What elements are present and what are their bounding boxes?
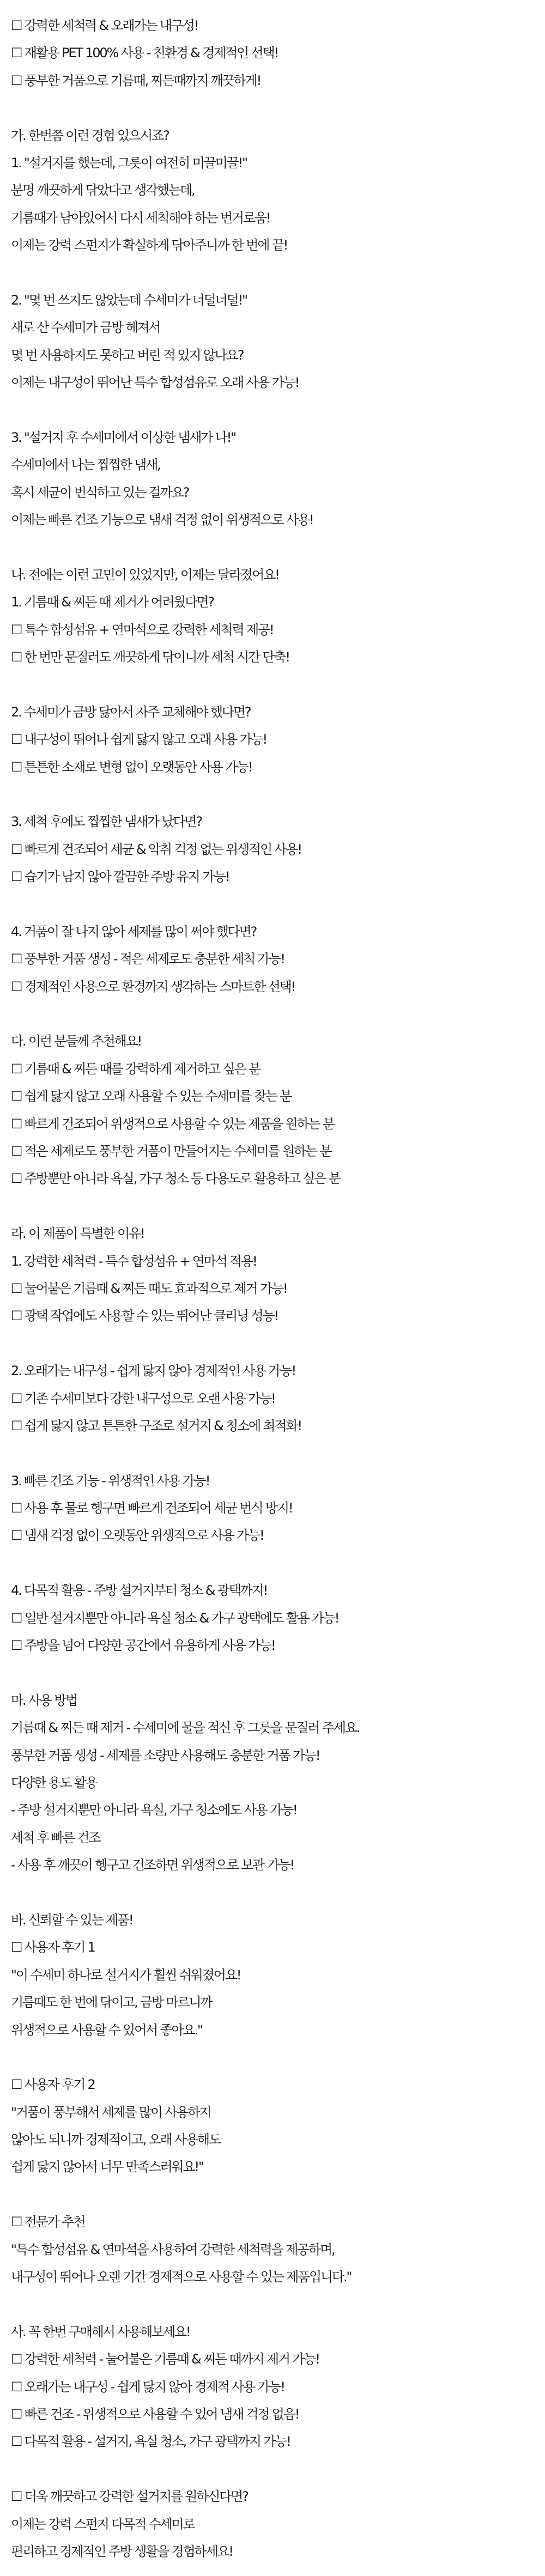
section-line: ☐ 풍부한 거품 생성 - 적은 세제로도 충분한 세척 가능!: [11, 951, 284, 967]
section-line: 이제는 빠른 건조 기능으로 냄새 걱정 없이 위생적으로 사용!: [11, 512, 313, 528]
intro-line: ☐ 재활용 PET 100% 사용 - 친환경 & 경제적인 선택!: [11, 45, 278, 61]
section-line: ☐ 사용자 후기 1: [11, 1940, 95, 1955]
section-line: 내구성이 뛰어나 오랜 기간 경제적으로 사용할 수 있는 제품입니다.": [11, 2269, 352, 2285]
intro-line: ☐ 풍부한 거품으로 기름때, 찌든때까지 깨끗하게!: [11, 72, 261, 88]
section-heading: 다. 이런 분들께 추천해요!: [11, 1034, 141, 1049]
section-line: 쉽게 닳지 않아서 너무 만족스러워요!": [11, 2159, 203, 2175]
section-da: [11, 1028, 545, 1192]
section-line: 2. 오래가는 내구성 - 쉽게 닳지 않아 경제적인 사용 가능!: [11, 1363, 295, 1379]
section-line: ☐ 적은 세제로도 풍부한 거품이 만들어지는 수세미를 원하는 분: [11, 1144, 331, 1159]
closing-line: 이제는 강력 스펀지 다목적 수세미로: [11, 2516, 195, 2532]
section-line: 2. 수세미가 금방 닳아서 자주 교체해야 했다면?: [11, 704, 251, 720]
section-line: ☐ 특수 합성섬유 + 연마석으로 강력한 세척력 제공!: [11, 622, 274, 637]
section-ga: [11, 122, 545, 534]
section-ma: [11, 1687, 545, 1879]
section-line: 분명 깨끗하게 닦았다고 생각했는데,: [11, 183, 195, 198]
section-line: ☐ 주방뿐만 아니라 욕실, 가구 청소 등 다용도로 활용하고 싶은 분: [11, 1171, 340, 1187]
section-line: "이 수세미 하나로 설거지가 훨씬 쉬워졌어요!: [11, 1967, 241, 1983]
section-line: 1. 기름때 & 찌든 때 제거가 어려웠다면?: [11, 594, 214, 610]
section-line: "거품이 풍부해서 세제를 많이 사용하지: [11, 2104, 211, 2120]
section-line: - 주방 설거지뿐만 아니라 욕실, 가구 청소에도 사용 가능!: [11, 1802, 297, 1818]
section-ra: [11, 1220, 545, 1659]
section-line: 3. 세척 후에도 찝찝한 냄새가 났다면?: [11, 814, 202, 830]
section-line: ☐ 기름때 & 찌든 때를 강력하게 제거하고 싶은 분: [11, 1061, 260, 1077]
section-line: ☐ 다목적 활용 - 설거지, 욕실 청소, 가구 광택까지 가능!: [11, 2434, 290, 2450]
section-line: 새로 산 수세미가 금방 헤져서: [11, 320, 160, 336]
section-line: 이제는 내구성이 뛰어난 특수 합성섬유로 오래 사용 가능!: [11, 375, 299, 391]
section-line: 몇 번 사용하지도 못하고 버린 적 있지 않나요?: [11, 347, 244, 363]
section-line: 4. 거품이 잘 나지 않아 세제를 많이 써야 했다면?: [11, 924, 257, 939]
section-line: ☐ 한 번만 문질러도 깨끗하게 닦이니까 세척 시간 단축!: [11, 649, 289, 665]
section-line: ☐ 오래가는 내구성 - 쉽게 닳지 않아 경제적 사용 가능!: [11, 2379, 284, 2395]
section-line: ☐ 습기가 남지 않아 깔끔한 주방 유지 가능!: [11, 869, 229, 885]
section-line: ☐ 빠르게 건조되어 세균 & 악취 걱정 없는 위생적인 사용!: [11, 841, 301, 857]
section-line: ☐ 광택 작업에도 사용할 수 있는 뛰어난 클리닝 성능!: [11, 1308, 278, 1324]
section-line: ☐ 쉽게 닳지 않고 오래 사용할 수 있는 수세미를 찾는 분: [11, 1089, 292, 1104]
section-na: [11, 561, 545, 1000]
section-line: 4. 다목적 활용 - 주방 설거지부터 청소 & 광택까지!: [11, 1583, 268, 1599]
section-line: ☐ 기존 수세미보다 강한 내구성으로 오랜 사용 가능!: [11, 1390, 275, 1406]
section-line: ☐ 강력한 세척력 - 눌어붙은 기름때 & 찌든 때까지 제거 가능!: [11, 2352, 319, 2367]
section-heading: 바. 신뢰할 수 있는 제품!: [11, 1912, 133, 1928]
section-line: ☐ 경제적인 사용으로 환경까지 생각하는 스마트한 선택!: [11, 979, 295, 994]
section-line: 기름때도 한 번에 닦이고, 금방 마르니까: [11, 1995, 212, 2010]
section-heading: 사. 꼭 한번 구매해서 사용해보세요!: [11, 2324, 190, 2340]
section-line: 1. "설거지를 했는데, 그릇이 여전히 미끌미끌!": [11, 155, 247, 171]
section-line: ☐ 사용자 후기 2: [11, 2077, 95, 2093]
section-heading: 나. 전에는 이런 고민이 있었지만, 이제는 달라졌어요!: [11, 567, 279, 582]
section-line: ☐ 빠른 건조 - 위생적으로 사용할 수 있어 냄새 걱정 없음!: [11, 2406, 299, 2422]
section-line: ☐ 주방을 넘어 다양한 공간에서 유용하게 사용 가능!: [11, 1638, 275, 1654]
section-line: 3. 빠른 건조 기능 - 위생적인 사용 가능!: [11, 1473, 210, 1489]
section-line: 풍부한 거품 생성 - 세제를 소량만 사용해도 충분한 거품 가능!: [11, 1747, 320, 1763]
section-line: ☐ 빠르게 건조되어 위생적으로 사용할 수 있는 제품을 원하는 분: [11, 1116, 334, 1132]
closing-line: ☐ 더욱 깨끗하고 강력한 설거지를 원하신다면?: [11, 2489, 248, 2505]
section-line: 이제는 강력 스펀지가 확실하게 닦아주니까 한 번에 끝!: [11, 238, 288, 253]
section-line: 세척 후 빠른 건조: [11, 1830, 100, 1845]
section-line: ☐ 튼튼한 소재로 변형 없이 오랫동안 사용 가능!: [11, 759, 252, 775]
section-line: ☐ 쉽게 닳지 않고 튼튼한 구조로 설거지 & 청소에 최적화!: [11, 1418, 301, 1433]
section-line: 혹시 세균이 번식하고 있는 걸까요?: [11, 484, 189, 500]
section-sa: [11, 2318, 545, 2566]
section-line: 위생적으로 사용할 수 있어서 좋아요.": [11, 2022, 202, 2038]
section-line: ☐ 일반 설거지뿐만 아니라 욕실 청소 & 가구 광택에도 활용 가능!: [11, 1610, 339, 1626]
section-heading: 라. 이 제품이 특별한 이유!: [11, 1226, 144, 1242]
intro-line: ☐ 강력한 세척력 & 오래가는 내구성!: [11, 18, 198, 33]
intro-highlights: [11, 12, 545, 94]
section-line: "특수 합성섬유 & 연마석을 사용하여 강력한 세척력을 제공하며,: [11, 2241, 335, 2257]
closing-line: 편리하고 경제적인 주방 생활을 경험하세요!: [11, 2543, 233, 2559]
section-line: 수세미에서 나는 찝찝한 냄새,: [11, 457, 160, 473]
section-line: - 사용 후 깨끗이 헹구고 건조하면 위생적으로 보관 가능!: [11, 1857, 294, 1873]
section-line: 1. 강력한 세척력 - 특수 합성섬유 + 연마석 적용!: [11, 1253, 257, 1269]
section-line: 2. "몇 번 쓰지도 않았는데 수세미가 너덜너덜!": [11, 292, 247, 308]
section-line: ☐ 눌어붙은 기름때 & 찌든 때도 효과적으로 제거 가능!: [11, 1280, 287, 1296]
section-line: 기름때가 남아있어서 다시 세척해야 하는 번거로움!: [11, 210, 270, 226]
section-ba: [11, 1906, 545, 2291]
section-line: ☐ 내구성이 뛰어나 쉽게 닳지 않고 오래 사용 가능!: [11, 732, 267, 748]
section-line: 기름때 & 찌든 때 제거 - 수세미에 물을 적신 후 그릇을 문질러 주세요.: [11, 1720, 360, 1736]
section-heading: 마. 사용 방법: [11, 1692, 77, 1708]
section-line: ☐ 냄새 걱정 없이 오랫동안 위생적으로 사용 가능!: [11, 1528, 264, 1544]
section-heading: 가. 한번쯤 이런 경험 있으시죠?: [11, 127, 169, 143]
section-line: 다양한 용도 활용: [11, 1775, 97, 1790]
section-line: 않아도 되니까 경제적이고, 오래 사용해도: [11, 2132, 220, 2148]
section-line: ☐ 사용 후 물로 헹구면 빠르게 건조되어 세균 번식 방지!: [11, 1500, 293, 1516]
section-line: 3. "설거지 후 수세미에서 이상한 냄새가 나!": [11, 429, 235, 445]
section-line: ☐ 전문가 추천: [11, 2214, 85, 2230]
